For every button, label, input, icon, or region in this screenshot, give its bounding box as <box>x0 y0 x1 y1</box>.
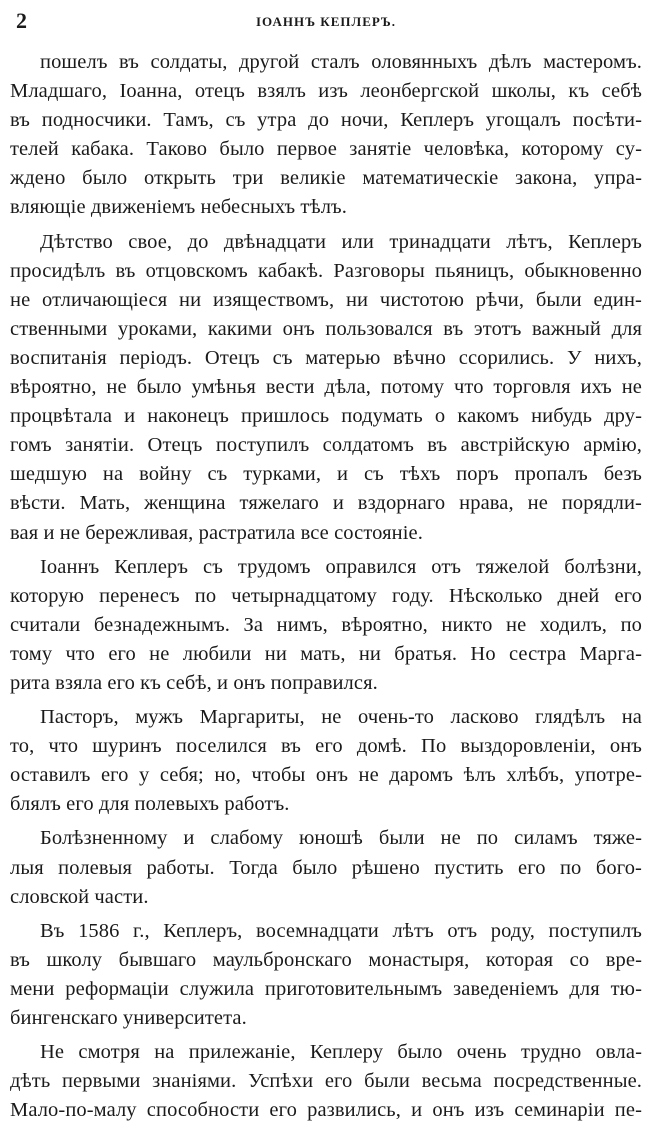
text-line: телей кабака. Таково было первое занятіе человѣка, которому су- <box>10 138 642 161</box>
body-text <box>10 48 642 1125</box>
text-line: вая и не бережливая, растратила все состояніе. <box>10 521 423 544</box>
text-line: оставилъ его у себя; но, чтобы онъ не даромъ ѣлъ хлѣбъ, употре- <box>10 764 642 787</box>
text-line: вѣроятно, не было умѣнья вести дѣла, потому что торговля ихъ не <box>10 376 642 399</box>
text-line: ждено было открыть три великіе математическіе закона, упра- <box>10 167 642 190</box>
text-line: вляющіе движеніемъ небесныхъ тѣлъ. <box>10 196 347 219</box>
page-number: 2 <box>16 8 27 33</box>
text-line: мени реформаціи служила приготовительнымъ заведеніемъ для тю- <box>10 977 642 1000</box>
text-line: въ школу бывшаго маульбронскаго монастыря, которая со вре- <box>10 948 642 971</box>
text-line: процвѣтала и наконецъ пришлось подумать о какомъ нибудь дру- <box>10 405 642 428</box>
text-line: дѣть первыми знаніями. Успѣхи его были весьма посредственные. <box>10 1070 642 1093</box>
text-line: воспитанія періодъ. Отецъ съ матерью вѣчно ссорились. У нихъ, <box>10 346 642 369</box>
text-line: пошелъ въ солдаты, другой сталъ оловянныхъ дѣлъ мастеромъ. <box>40 51 642 73</box>
text-line: бингенскаго университета. <box>10 1007 247 1029</box>
text-line: Іоаннъ Кеплеръ съ трудомъ оправился отъ тяжелой болѣзни, <box>40 555 642 578</box>
text-line: рита взяла его къ себѣ, и онъ поправился. <box>10 671 378 694</box>
paragraph <box>10 703 642 819</box>
paragraph <box>10 228 642 548</box>
running-title: IОАННЪ КЕПЛЕРЪ. <box>255 14 397 29</box>
text-line: Болѣзненному и слабому юношѣ были не по силамъ тяже- <box>40 827 642 850</box>
text-line: блялъ его для полевыхъ работъ. <box>10 793 290 816</box>
text-line: Пасторъ, мужъ Маргариты, не очень-то ласково глядѣлъ на <box>40 706 642 729</box>
paragraph <box>10 824 642 911</box>
text-line: считали безнадежнымъ. За нимъ, вѣроятно, никто не ходилъ, по <box>10 613 642 636</box>
text-line: вѣсти. Мать, женщина тяжелаго и вздорнаго нрава, не порядли- <box>10 492 642 515</box>
text-line: въ подносчики. Тамъ, съ утра до ночи, Кеплеръ угощалъ посѣти- <box>10 109 642 132</box>
paragraph <box>10 553 642 698</box>
text-line: не отличающіеся ни изяществомъ, ни чистотою рѣчи, были един- <box>10 288 642 311</box>
text-line: просидѣлъ въ отцовскомъ кабакѣ. Разговоры пьяницъ, обыкновенно <box>10 259 642 282</box>
text-line: Въ 1586 г., Кеплеръ, восемнадцати лѣтъ отъ роду, поступилъ <box>40 919 642 942</box>
text-line: ственными уроками, какими онъ пользовался въ этотъ важный для <box>10 317 642 340</box>
text-line: тому что его не любили ни мать, ни братья. Но сестра Марга- <box>10 642 642 665</box>
text-line: Не смотря на прилежаніе, Кеплеру было очень трудно овла- <box>40 1041 642 1064</box>
text-line: словской части. <box>10 885 149 908</box>
page-header <box>10 6 642 36</box>
text-line: которую перенесъ по четырнадцатому году. Нѣсколько дней его <box>10 584 642 607</box>
text-line: Мало-по-малу способности его развились, и онъ изъ семинаріи пе- <box>10 1099 642 1122</box>
text-line: Младшаго, Іоанна, отецъ взялъ изъ леонбергской школы, къ себѣ <box>10 80 642 103</box>
text-line: то, что шуринъ поселился въ его домѣ. По выздоровленіи, онъ <box>10 735 642 758</box>
text-line: лыя полевыя работы. Тогда было рѣшено пустить его по бого- <box>10 856 642 879</box>
text-line: Дѣтство свое, до двѣнадцати или тринадцати лѣтъ, Кеплеръ <box>40 230 642 253</box>
text-line: шедшую на войну съ турками, и съ тѣхъ поръ пропалъ безъ <box>10 463 642 486</box>
text-line: гомъ занятіи. Отецъ поступилъ солдатомъ въ австрійскую армію, <box>10 434 642 457</box>
paragraph <box>10 917 642 1033</box>
paragraph <box>10 48 642 223</box>
paragraph <box>10 1038 642 1125</box>
